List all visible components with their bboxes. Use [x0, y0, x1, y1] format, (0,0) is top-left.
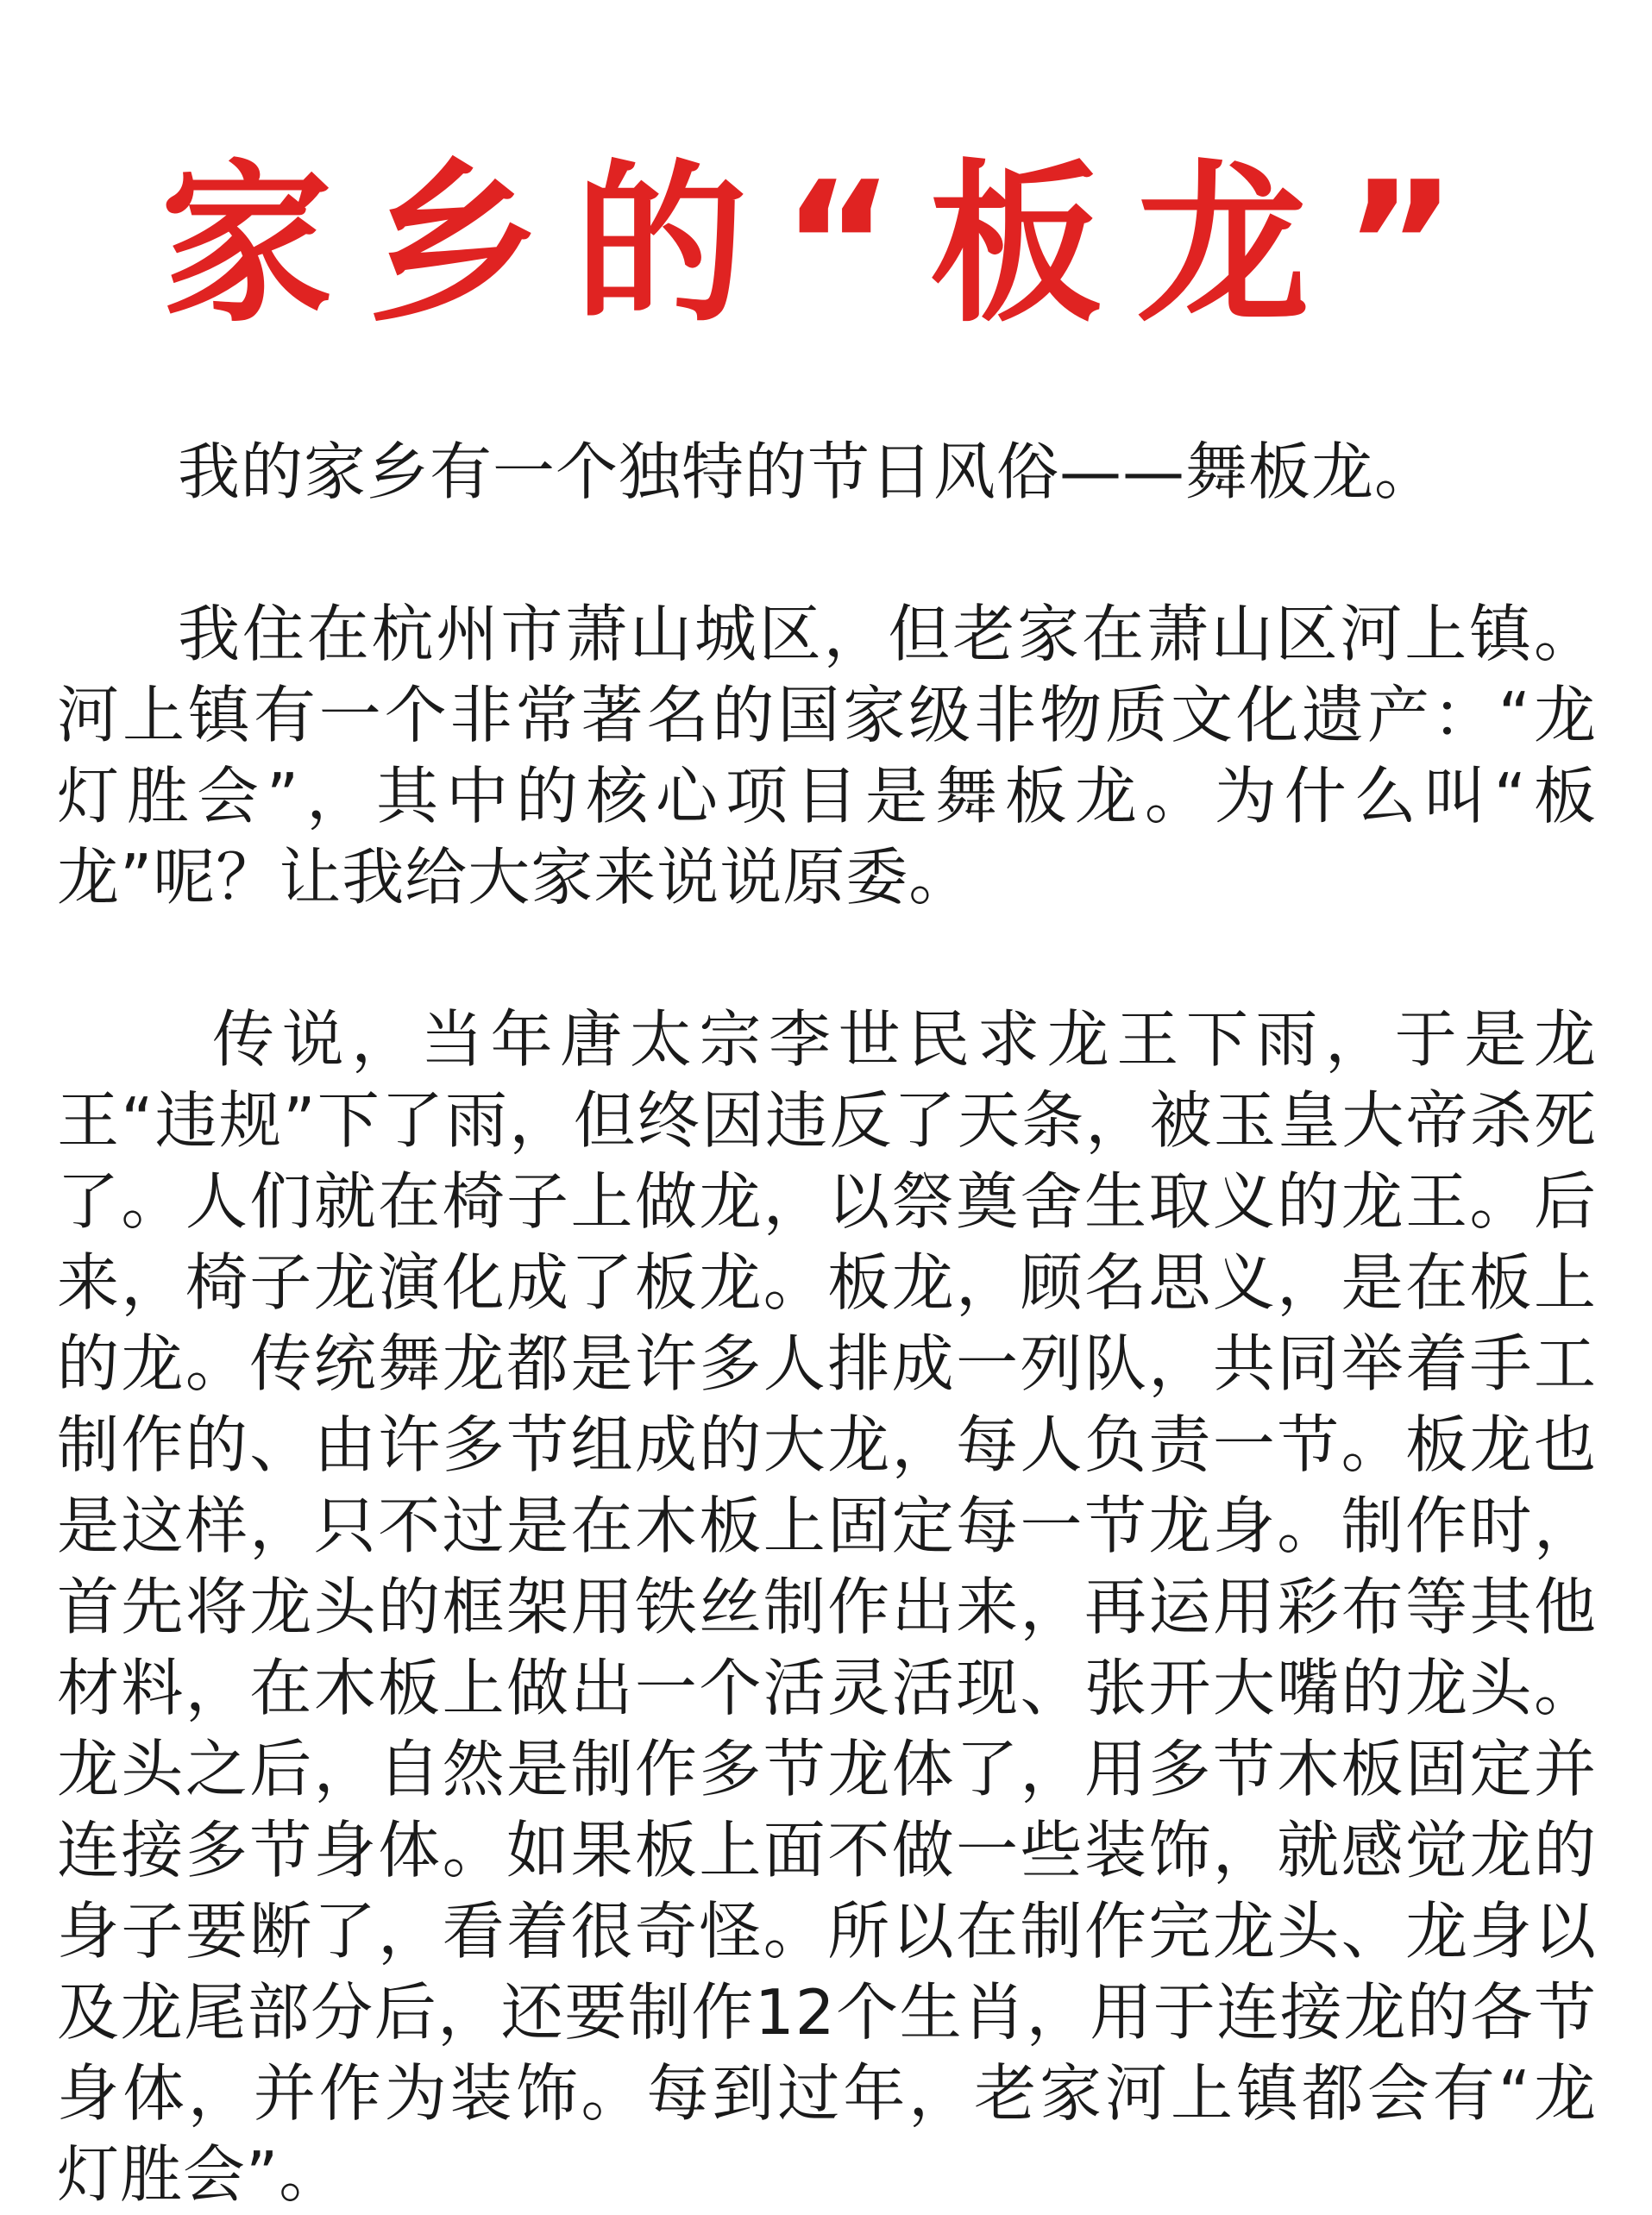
- paragraph-legend: 传说，当年唐太宗李世民求龙王下雨，于是龙王“违规”下了雨，但终因违反了天条，被玉皇大帝杀死了。人们就在椅子上做龙，以祭奠舍生取义的龙王。后来，椅子龙演化成了板龙。板龙，顾名思义，是在板上的龙。传统舞龙都是许多人排成一列队，共同举着手工制作的、由许多节组成的大龙，每人负责一节。板龙也是这样，只不过是在木板上固定每一节龙身。制作时，首先将龙头的框架用铁丝制作出来，再运用彩布等其他材料，在木板上做出一个活灵活现、张开大嘴的龙头。龙头之后，自然是制作多节龙体了，用多节木板固定并连接多节身体。如果板上面不做一些装饰，就感觉龙的身子要断了，看着很奇怪。所以在制作完龙头、龙身以及龙尾部分后，还要制作12个生肖，用于连接龙的各节身体，并作为装饰。每到过年，老家河上镇都会有“龙灯胜会”。: [57, 1003, 1597, 2211]
- page-title: 家乡的“板龙”: [160, 145, 1492, 346]
- paragraph-hometown: 我住在杭州市萧山城区，但老家在萧山区河上镇。河上镇有一个非常著名的国家级非物质文化遗产：“龙灯胜会”，其中的核心项目是舞板龙。为什么叫“板龙”呢？让我给大家来说说原委。: [57, 598, 1597, 913]
- paragraph-intro: 我的家乡有一个独特的节日风俗——舞板龙。: [178, 436, 1438, 508]
